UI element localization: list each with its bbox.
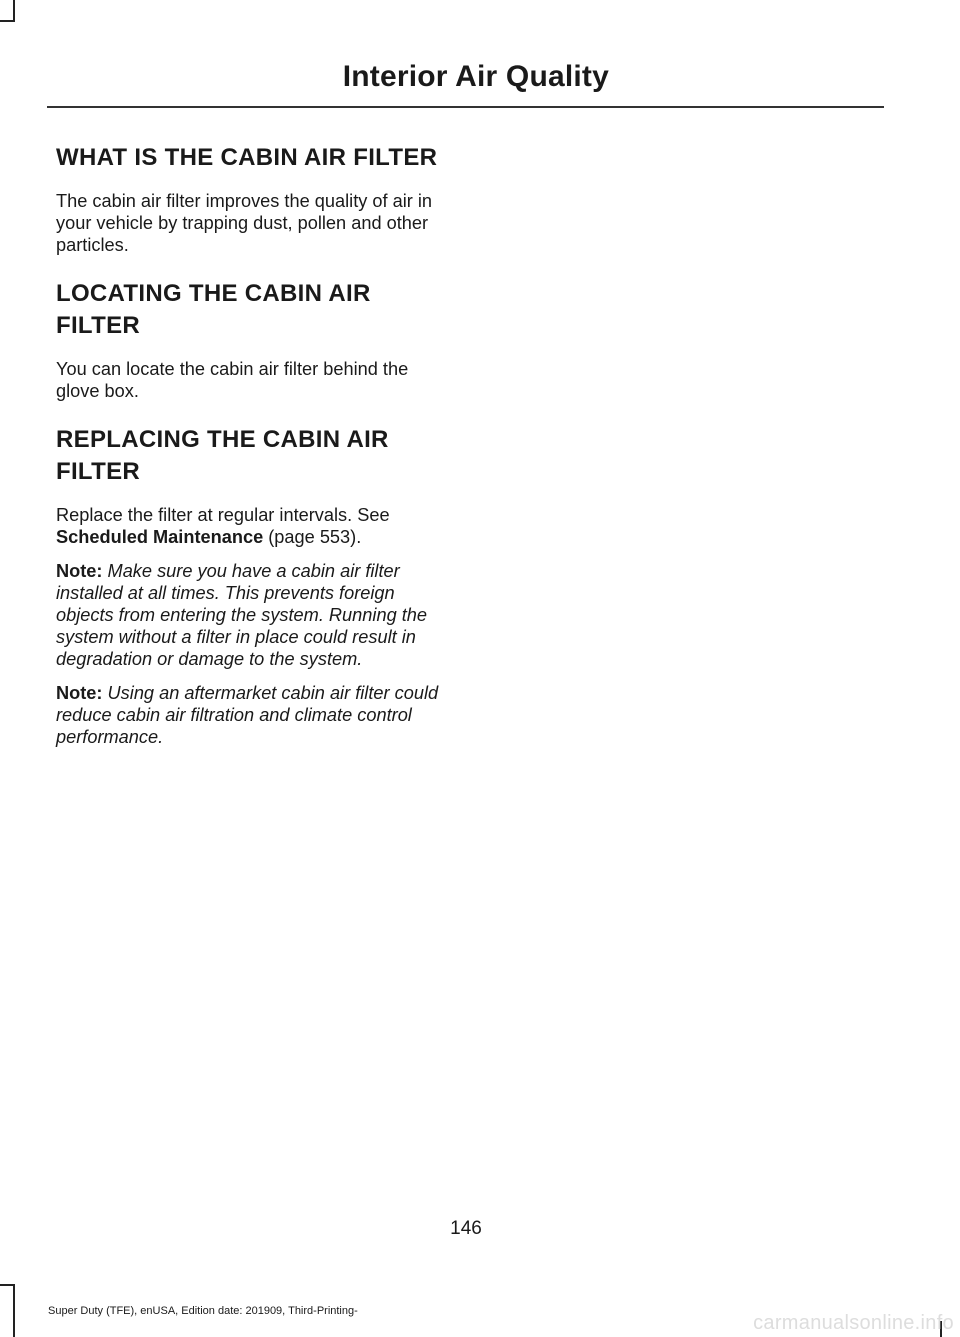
header-divider	[47, 106, 884, 108]
crop-mark-top-left	[13, 0, 15, 20]
cross-reference-link[interactable]: Scheduled Maintenance	[56, 527, 264, 547]
note-paragraph	[56, 682, 450, 748]
section-heading: REPLACING THE CABIN AIR FILTER	[56, 426, 389, 485]
section-locating	[56, 278, 450, 402]
intro-text: Replace the filter at regular intervals. See	[56, 505, 390, 525]
section-what-is	[56, 142, 450, 256]
page-reference: (page 553).	[268, 527, 362, 547]
section-heading: LOCATING THE CABIN AIR FILTER	[56, 280, 371, 339]
note-text: Make sure you have a cabin air filter installed at all times. This prevents foreign objects from entering the system. Running the system without a filter in place could result in degradation or damage to the system.	[56, 561, 428, 669]
crop-mark-bottom-left-v	[13, 1284, 15, 1337]
section-paragraph	[56, 504, 450, 548]
crop-mark-top-left-h	[0, 20, 15, 22]
page-header-title: Interior Air Quality	[342, 60, 609, 93]
section-replacing	[56, 424, 450, 748]
note-text: Using an aftermarket cabin air filter could reduce cabin air filtration and climate control performance.	[56, 683, 439, 747]
note-label: Note:	[56, 561, 103, 581]
page-number: 146	[450, 1218, 482, 1239]
section-heading: WHAT IS THE CABIN AIR FILTER	[56, 144, 438, 171]
note-label: Note:	[56, 683, 103, 703]
note-paragraph	[56, 560, 450, 670]
section-paragraph: The cabin air filter improves the quality of air in your vehicle by trapping dust, pollen and other particles.	[56, 191, 433, 255]
main-content	[56, 142, 450, 770]
section-paragraph: You can locate the cabin air filter behind the glove box.	[56, 359, 409, 401]
footer-edition-info: Super Duty (TFE), enUSA, Edition date: 201909, Third-Printing-	[48, 1305, 358, 1317]
watermark: carmanualsonline.info	[753, 1312, 954, 1334]
